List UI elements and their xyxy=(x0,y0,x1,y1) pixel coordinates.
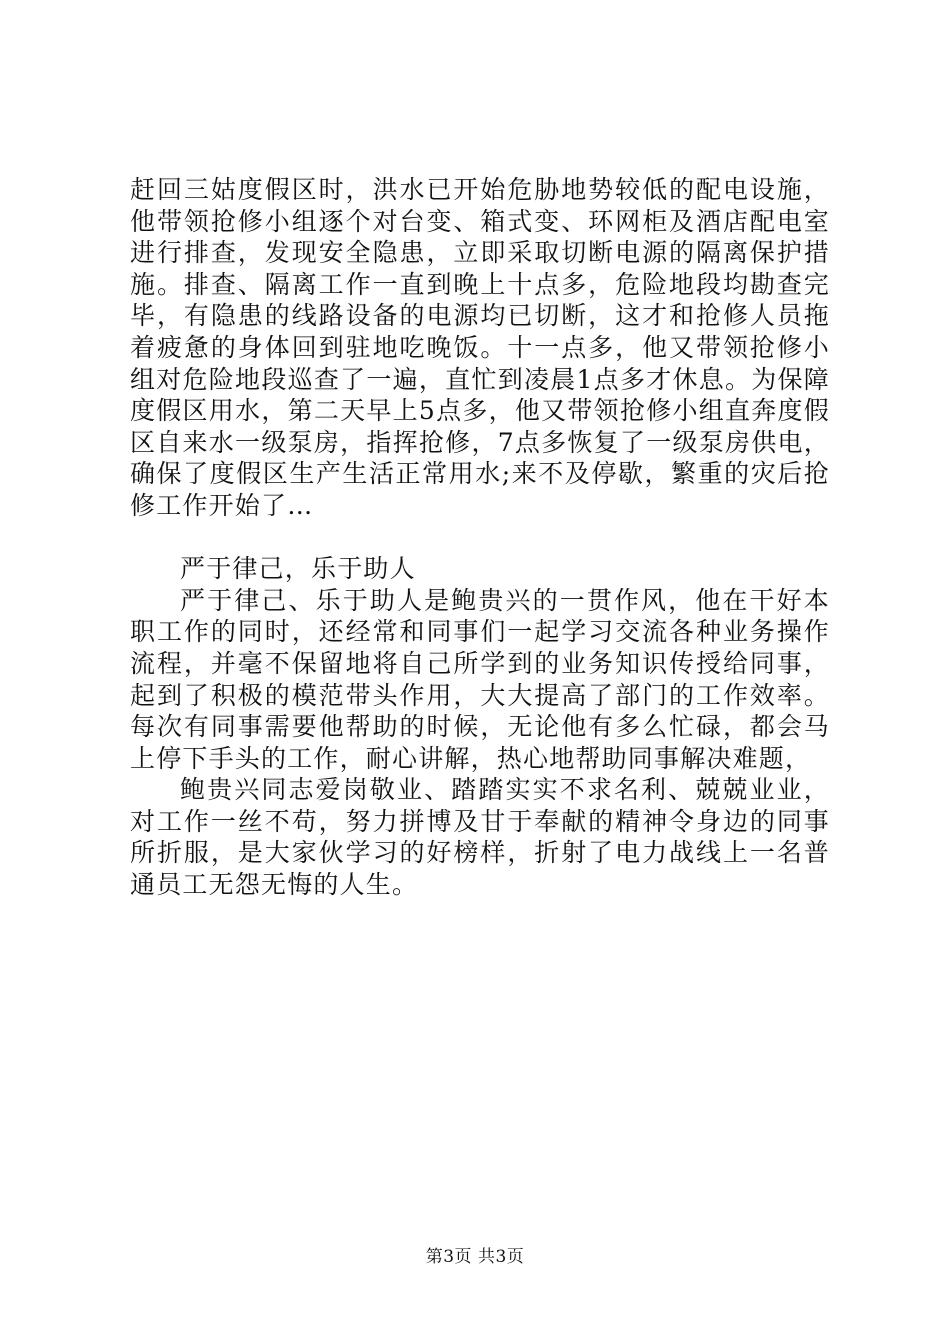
paragraph-conclusion: 鲍贵兴同志爱岗敬业、踏踏实实不求名利、兢兢业业，对工作一丝不苟，努力拼博及甘于奉献的精神令身边的同事所折服，是大家伙学习的好榜样，折射了电力战线上一名普通员工无怨无悔的人生。 xyxy=(130,775,830,900)
document-body xyxy=(130,174,830,901)
page-number-footer: 第3页 共3页 xyxy=(425,1247,525,1267)
paragraph-helping-colleagues: 严于律己、乐于助人是鲍贵兴的一贯作风，他在干好本职工作的同时，还经常和同事们一起学习交流各种业务操作流程，并毫不保留地将自己所学到的业务知识传授给同事，起到了积极的模范带头作用，大大提高了部门的工作效率。每次有同事需要他帮助的时候，无论他有多么忙碌，都会马上停下手头的工作，耐心讲解，热心地帮助同事解决难题， xyxy=(130,585,830,773)
paragraph-spacer xyxy=(130,522,830,554)
paragraph-flood-repair: 赶回三姑度假区时，洪水已开始危胁地势较低的配电设施，他带领抢修小组逐个对台变、箱式变、环网柜及酒店配电室进行排查，发现安全隐患，立即采取切断电源的隔离保护措施。排查、隔离工作一直到晚上十点多，危险地段均勘查完毕，有隐患的线路设备的电源均已切断，这才和抢修人员拖着疲惫的身体回到驻地吃晚饭。十一点多，他又带领抢修小组对危险地段巡查了一遍，直忙到凌晨1点多才休息。为保障度假区用水，第二天早上5点多，他又带领抢修小组直奔度假区自来水一级泵房，指挥抢修，7点多恢复了一级泵房供电，确保了度假区生产生活正常用水;来不及停歇，繁重的灾后抢修工作开始了… xyxy=(130,175,830,520)
section-heading: 严于律己，乐于助人 xyxy=(180,554,416,584)
